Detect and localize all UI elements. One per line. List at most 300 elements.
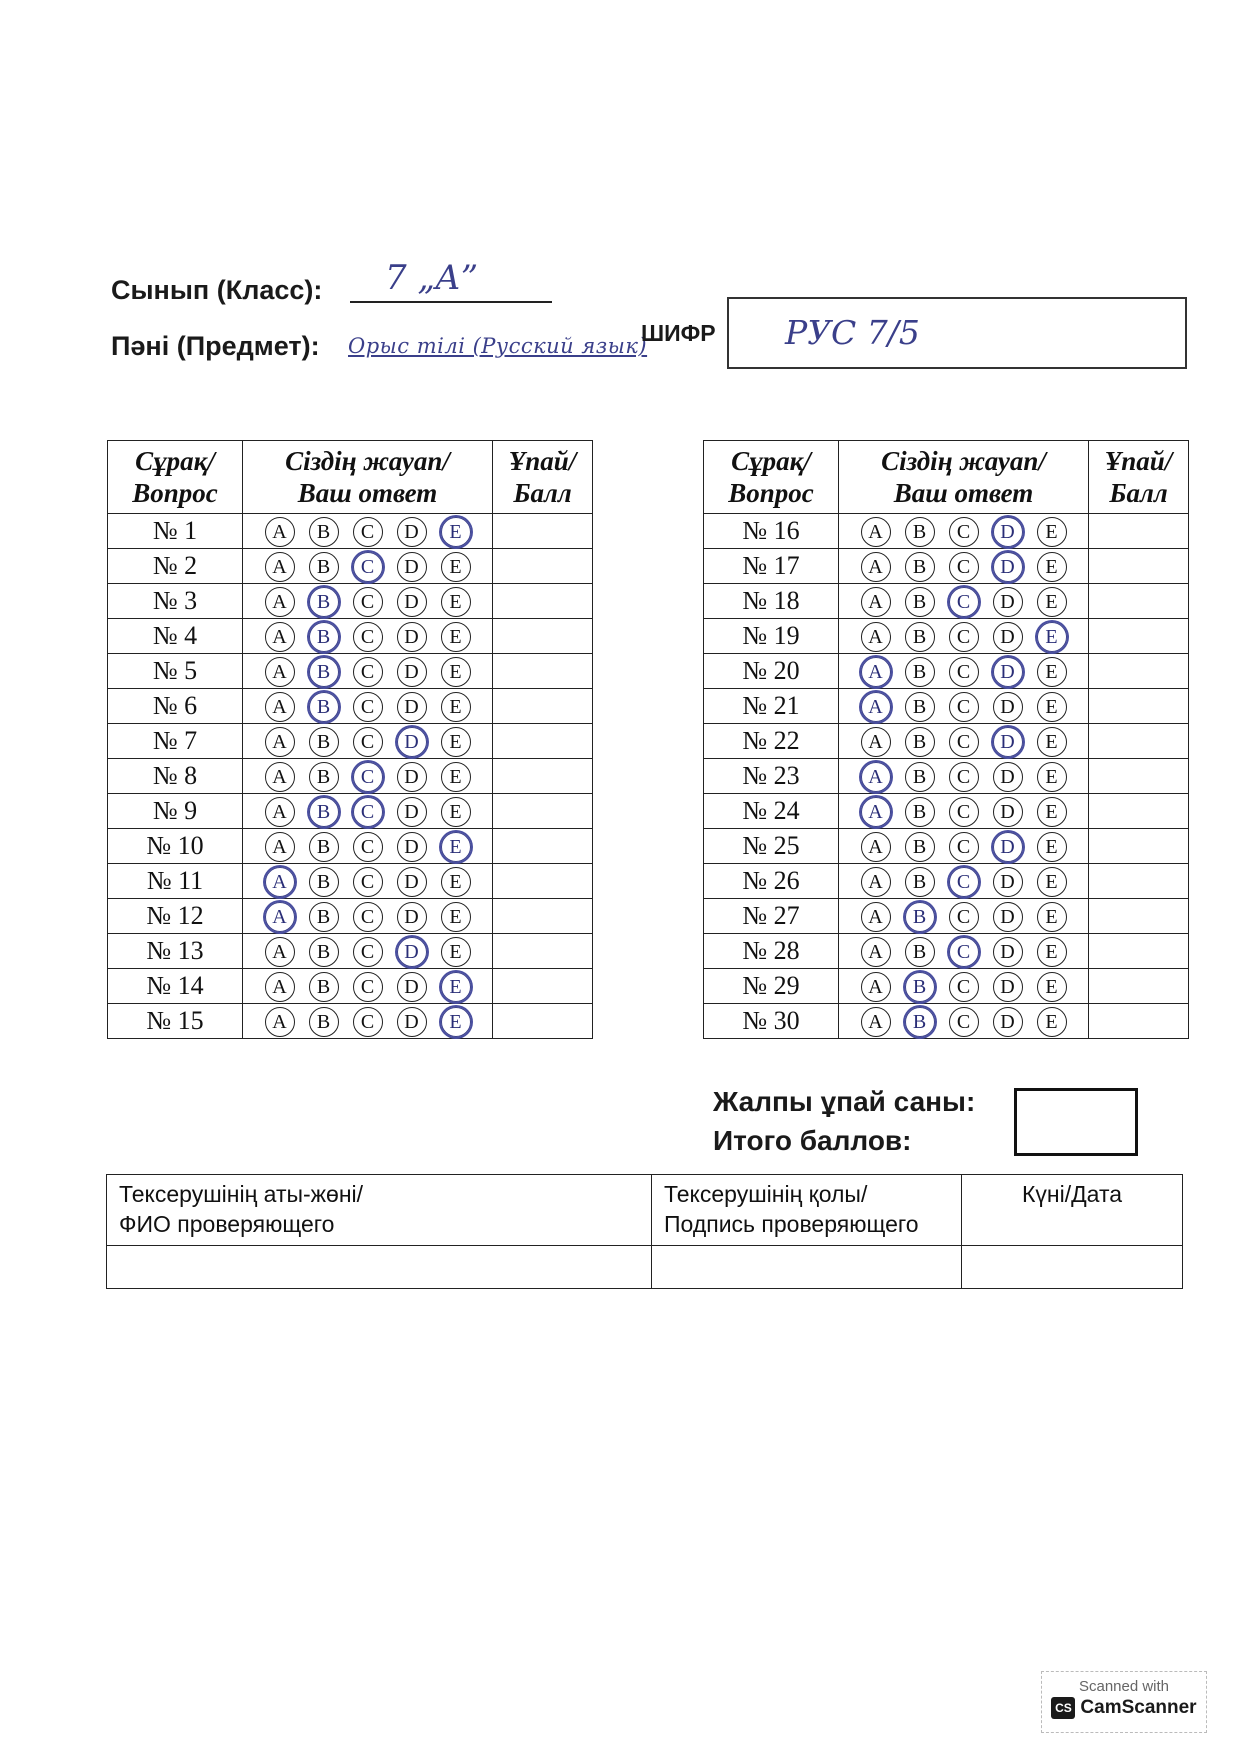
checker-date-field[interactable] [962, 1246, 1183, 1289]
option-bubble-e[interactable]: E [1037, 832, 1067, 862]
option-bubble-d[interactable]: D [397, 1007, 427, 1037]
answer-options [839, 794, 1089, 829]
option-bubble-a[interactable]: A [861, 587, 891, 617]
option-bubble-c[interactable]: C [949, 727, 979, 757]
option-bubble-a[interactable]: A [265, 727, 295, 757]
score-cell[interactable] [493, 934, 593, 969]
checker-table [106, 1174, 1183, 1289]
option-bubble-c[interactable]: C [353, 762, 383, 792]
answer-options [839, 899, 1089, 934]
total-label-kz: Жалпы ұпай саны: [713, 1086, 976, 1117]
score-cell[interactable] [1089, 1004, 1189, 1039]
table-row [704, 794, 1189, 829]
question-number: № 12 [108, 899, 243, 934]
option-bubble-a[interactable]: A [265, 517, 295, 547]
table-row [108, 619, 593, 654]
option-bubble-d[interactable]: D [397, 727, 427, 757]
option-bubble-c[interactable]: C [353, 867, 383, 897]
option-bubble-a[interactable]: A [861, 937, 891, 967]
table-row [108, 549, 593, 584]
option-bubble-d[interactable]: D [397, 622, 427, 652]
score-cell[interactable] [493, 584, 593, 619]
question-number: № 20 [704, 654, 839, 689]
option-bubble-e[interactable]: E [441, 937, 471, 967]
option-bubble-a[interactable]: A [861, 972, 891, 1002]
option-bubble-e[interactable]: E [1037, 867, 1067, 897]
table-row [108, 794, 593, 829]
option-bubble-b[interactable]: B [309, 517, 339, 547]
option-bubble-c[interactable]: C [353, 972, 383, 1002]
option-bubble-e[interactable]: E [1037, 552, 1067, 582]
option-bubble-e[interactable]: E [441, 622, 471, 652]
option-bubble-d[interactable]: D [993, 1007, 1023, 1037]
checker-name-header: Тексерушінің аты-жөні/ ФИО проверяющего [107, 1175, 652, 1246]
question-header: Сұрақ/ Вопрос [108, 441, 243, 514]
option-bubble-d[interactable]: D [397, 692, 427, 722]
option-bubble-b[interactable]: B [309, 797, 339, 827]
option-bubble-e[interactable]: E [1037, 972, 1067, 1002]
option-bubble-c[interactable]: C [353, 797, 383, 827]
option-bubble-b[interactable]: B [905, 1007, 935, 1037]
question-number: № 9 [108, 794, 243, 829]
option-bubble-e[interactable]: E [441, 692, 471, 722]
option-bubble-d[interactable]: D [397, 832, 427, 862]
score-cell[interactable] [493, 759, 593, 794]
question-number: № 7 [108, 724, 243, 759]
score-cell[interactable] [493, 1004, 593, 1039]
option-bubble-e[interactable]: E [1037, 902, 1067, 932]
option-bubble-e[interactable]: E [1037, 692, 1067, 722]
answer-options [243, 689, 493, 724]
class-value: 7 „А” [385, 258, 479, 298]
score-header: Ұпай/ Балл [493, 441, 593, 514]
score-cell[interactable] [493, 549, 593, 584]
answer-header: Сіздің жауап/ Ваш ответ [839, 441, 1089, 514]
answer-options [839, 514, 1089, 549]
question-number: № 13 [108, 934, 243, 969]
question-number: № 30 [704, 1004, 839, 1039]
question-number: № 28 [704, 934, 839, 969]
option-bubble-e[interactable]: E [441, 867, 471, 897]
option-bubble-d[interactable]: D [993, 727, 1023, 757]
option-bubble-b[interactable]: B [905, 552, 935, 582]
table-row [108, 584, 593, 619]
option-bubble-c[interactable]: C [949, 832, 979, 862]
score-cell[interactable] [1089, 969, 1189, 1004]
question-number: № 18 [704, 584, 839, 619]
answer-options [243, 759, 493, 794]
camscanner-watermark [1041, 1671, 1207, 1733]
option-bubble-b[interactable]: B [905, 972, 935, 1002]
option-bubble-d[interactable]: D [397, 657, 427, 687]
answer-options [243, 829, 493, 864]
question-number: № 6 [108, 689, 243, 724]
option-bubble-b[interactable]: B [905, 622, 935, 652]
total-label-ru: Итого баллов: [713, 1125, 912, 1156]
option-bubble-e[interactable]: E [441, 797, 471, 827]
answer-options [839, 724, 1089, 759]
table-row [108, 969, 593, 1004]
option-bubble-b[interactable]: B [905, 867, 935, 897]
score-cell[interactable] [493, 899, 593, 934]
option-bubble-a[interactable]: A [265, 867, 295, 897]
question-number: № 14 [108, 969, 243, 1004]
option-bubble-e[interactable]: E [441, 1007, 471, 1037]
score-cell[interactable] [1089, 619, 1189, 654]
cipher-box [727, 297, 1187, 369]
score-cell[interactable] [493, 794, 593, 829]
option-bubble-d[interactable]: D [397, 867, 427, 897]
option-bubble-d[interactable]: D [397, 762, 427, 792]
score-cell[interactable] [1089, 864, 1189, 899]
option-bubble-e[interactable]: E [1037, 762, 1067, 792]
option-bubble-a[interactable]: A [265, 692, 295, 722]
option-bubble-c[interactable]: C [949, 657, 979, 687]
option-bubble-d[interactable]: D [993, 832, 1023, 862]
subject-label: Пәні (Предмет): [111, 331, 320, 361]
option-bubble-a[interactable]: A [861, 622, 891, 652]
class-underline [350, 301, 552, 303]
answer-options [839, 654, 1089, 689]
checker-signature-header: Тексерушінің қолы/ Подпись проверяющего [652, 1175, 962, 1246]
option-bubble-c[interactable]: C [353, 622, 383, 652]
score-cell[interactable] [1089, 549, 1189, 584]
option-bubble-b[interactable]: B [309, 587, 339, 617]
option-bubble-d[interactable]: D [993, 587, 1023, 617]
scanned-with-text: Scanned with [1078, 1678, 1170, 1695]
question-number: № 22 [704, 724, 839, 759]
question-number: № 16 [704, 514, 839, 549]
option-bubble-c[interactable]: C [949, 692, 979, 722]
answer-options [839, 934, 1089, 969]
table-row [704, 689, 1189, 724]
option-bubble-d[interactable]: D [993, 867, 1023, 897]
option-bubble-b[interactable]: B [905, 832, 935, 862]
option-bubble-e[interactable]: E [441, 587, 471, 617]
option-bubble-c[interactable]: C [949, 552, 979, 582]
answer-options [243, 514, 493, 549]
answer-options [243, 794, 493, 829]
table-row [108, 934, 593, 969]
option-bubble-b[interactable]: B [309, 867, 339, 897]
table-row [704, 619, 1189, 654]
option-bubble-a[interactable]: A [265, 797, 295, 827]
option-bubble-a[interactable]: A [861, 867, 891, 897]
checker-signature-field[interactable] [652, 1246, 962, 1289]
table-row [108, 724, 593, 759]
option-bubble-d[interactable]: D [397, 937, 427, 967]
answer-options [243, 549, 493, 584]
score-cell[interactable] [1089, 759, 1189, 794]
score-cell[interactable] [493, 619, 593, 654]
option-bubble-b[interactable]: B [309, 832, 339, 862]
option-bubble-b[interactable]: B [309, 692, 339, 722]
option-bubble-a[interactable]: A [265, 622, 295, 652]
option-bubble-e[interactable]: E [1037, 1007, 1067, 1037]
question-number: № 5 [108, 654, 243, 689]
answer-options [243, 899, 493, 934]
option-bubble-c[interactable]: C [353, 552, 383, 582]
option-bubble-c[interactable]: C [949, 937, 979, 967]
option-bubble-b[interactable]: B [905, 762, 935, 792]
score-cell[interactable] [1089, 934, 1189, 969]
table-row [108, 1004, 593, 1039]
option-bubble-a[interactable]: A [861, 727, 891, 757]
option-bubble-e[interactable]: E [1037, 622, 1067, 652]
score-cell[interactable] [1089, 654, 1189, 689]
option-bubble-b[interactable]: B [309, 972, 339, 1002]
score-cell[interactable] [1089, 899, 1189, 934]
table-row [704, 759, 1189, 794]
score-cell[interactable] [493, 829, 593, 864]
option-bubble-a[interactable]: A [861, 797, 891, 827]
answer-options [243, 864, 493, 899]
option-bubble-a[interactable]: A [861, 552, 891, 582]
table-row [704, 514, 1189, 549]
option-bubble-b[interactable]: B [905, 937, 935, 967]
option-bubble-b[interactable]: B [309, 902, 339, 932]
question-number: № 2 [108, 549, 243, 584]
cipher-label: ШИФР [641, 320, 716, 346]
question-header: Сұрақ/ Вопрос [704, 441, 839, 514]
score-cell[interactable] [493, 654, 593, 689]
option-bubble-d[interactable]: D [993, 937, 1023, 967]
question-number: № 4 [108, 619, 243, 654]
option-bubble-e[interactable]: E [441, 517, 471, 547]
question-number: № 29 [704, 969, 839, 1004]
option-bubble-b[interactable]: B [309, 657, 339, 687]
question-number: № 26 [704, 864, 839, 899]
answer-options [839, 829, 1089, 864]
option-bubble-a[interactable]: A [861, 902, 891, 932]
option-bubble-c[interactable]: C [949, 867, 979, 897]
table-row [704, 724, 1189, 759]
option-bubble-d[interactable]: D [397, 972, 427, 1002]
score-cell[interactable] [493, 514, 593, 549]
option-bubble-e[interactable]: E [441, 972, 471, 1002]
answer-options [839, 584, 1089, 619]
option-bubble-d[interactable]: D [397, 552, 427, 582]
question-number: № 15 [108, 1004, 243, 1039]
option-bubble-b[interactable]: B [309, 622, 339, 652]
option-bubble-e[interactable]: E [1037, 517, 1067, 547]
score-cell[interactable] [493, 969, 593, 1004]
option-bubble-d[interactable]: D [993, 552, 1023, 582]
answer-options [243, 1004, 493, 1039]
score-cell[interactable] [1089, 724, 1189, 759]
answer-header: Сіздің жауап/ Ваш ответ [243, 441, 493, 514]
option-bubble-d[interactable]: D [397, 902, 427, 932]
question-number: № 27 [704, 899, 839, 934]
question-number: № 8 [108, 759, 243, 794]
option-bubble-e[interactable]: E [441, 902, 471, 932]
option-bubble-a[interactable]: A [861, 1007, 891, 1037]
answer-options [839, 759, 1089, 794]
score-cell[interactable] [1089, 829, 1189, 864]
score-cell[interactable] [493, 864, 593, 899]
question-number: № 23 [704, 759, 839, 794]
option-bubble-c[interactable]: C [353, 692, 383, 722]
answer-table-right [703, 440, 1189, 1039]
option-bubble-e[interactable]: E [441, 832, 471, 862]
option-bubble-d[interactable]: D [397, 797, 427, 827]
option-bubble-c[interactable]: C [353, 587, 383, 617]
option-bubble-c[interactable]: C [353, 902, 383, 932]
option-bubble-b[interactable]: B [905, 587, 935, 617]
option-bubble-c[interactable]: C [353, 937, 383, 967]
question-number: № 25 [704, 829, 839, 864]
table-row [108, 759, 593, 794]
option-bubble-d[interactable]: D [397, 517, 427, 547]
option-bubble-c[interactable]: C [949, 762, 979, 792]
option-bubble-b[interactable]: B [905, 797, 935, 827]
table-row [108, 689, 593, 724]
option-bubble-a[interactable]: A [265, 902, 295, 932]
table-row [704, 829, 1189, 864]
option-bubble-a[interactable]: A [861, 657, 891, 687]
question-number: № 3 [108, 584, 243, 619]
option-bubble-a[interactable]: A [265, 657, 295, 687]
option-bubble-b[interactable]: B [309, 727, 339, 757]
table-row [108, 654, 593, 689]
option-bubble-e[interactable]: E [441, 657, 471, 687]
question-number: № 1 [108, 514, 243, 549]
option-bubble-b[interactable]: B [309, 762, 339, 792]
checker-name-field[interactable] [107, 1246, 652, 1289]
table-row [108, 899, 593, 934]
option-bubble-b[interactable]: B [905, 902, 935, 932]
answer-table-left [107, 440, 593, 1039]
option-bubble-c[interactable]: C [353, 1007, 383, 1037]
option-bubble-d[interactable]: D [993, 517, 1023, 547]
question-number: № 19 [704, 619, 839, 654]
score-header: Ұпай/ Балл [1089, 441, 1189, 514]
table-row [704, 584, 1189, 619]
option-bubble-c[interactable]: C [949, 902, 979, 932]
score-cell[interactable] [1089, 689, 1189, 724]
answer-options [839, 864, 1089, 899]
option-bubble-e[interactable]: E [1037, 937, 1067, 967]
table-row [704, 969, 1189, 1004]
answer-options [243, 619, 493, 654]
total-score-box[interactable] [1014, 1088, 1138, 1156]
option-bubble-d[interactable]: D [993, 972, 1023, 1002]
answer-options [243, 934, 493, 969]
option-bubble-a[interactable]: A [861, 692, 891, 722]
answer-options [243, 969, 493, 1004]
option-bubble-c[interactable]: C [949, 517, 979, 547]
option-bubble-a[interactable]: A [265, 762, 295, 792]
option-bubble-c[interactable]: C [353, 727, 383, 757]
answer-options [839, 1004, 1089, 1039]
option-bubble-c[interactable]: C [949, 622, 979, 652]
answer-options [839, 549, 1089, 584]
answer-options [243, 584, 493, 619]
option-bubble-a[interactable]: A [861, 517, 891, 547]
option-bubble-a[interactable]: A [265, 972, 295, 1002]
answer-options [839, 619, 1089, 654]
table-row [108, 514, 593, 549]
option-bubble-e[interactable]: E [1037, 727, 1067, 757]
option-bubble-a[interactable]: A [265, 1007, 295, 1037]
question-number: № 17 [704, 549, 839, 584]
answer-options [839, 689, 1089, 724]
answer-options [243, 654, 493, 689]
subject-value: Орыс тілі (Русский язык) [348, 334, 648, 358]
table-row [704, 1004, 1189, 1039]
option-bubble-a[interactable]: A [265, 587, 295, 617]
option-bubble-d[interactable]: D [993, 762, 1023, 792]
table-row [704, 899, 1189, 934]
option-bubble-c[interactable]: C [949, 972, 979, 1002]
table-row [704, 654, 1189, 689]
cipher-value: РУС 7/5 [785, 313, 920, 352]
score-cell[interactable] [1089, 584, 1189, 619]
option-bubble-a[interactable]: A [265, 832, 295, 862]
table-row [108, 829, 593, 864]
option-bubble-d[interactable]: D [397, 587, 427, 617]
table-row [704, 549, 1189, 584]
question-number: № 24 [704, 794, 839, 829]
option-bubble-c[interactable]: C [353, 657, 383, 687]
option-bubble-b[interactable]: B [309, 552, 339, 582]
question-number: № 10 [108, 829, 243, 864]
option-bubble-c[interactable]: C [353, 832, 383, 862]
score-cell[interactable] [493, 689, 593, 724]
option-bubble-b[interactable]: B [905, 727, 935, 757]
option-bubble-a[interactable]: A [265, 937, 295, 967]
option-bubble-b[interactable]: B [905, 692, 935, 722]
score-cell[interactable] [1089, 794, 1189, 829]
question-number: № 11 [108, 864, 243, 899]
option-bubble-e[interactable]: E [1037, 587, 1067, 617]
score-cell[interactable] [1089, 514, 1189, 549]
option-bubble-d[interactable]: D [993, 692, 1023, 722]
table-row [704, 934, 1189, 969]
table-row [108, 864, 593, 899]
question-number: № 21 [704, 689, 839, 724]
option-bubble-b[interactable]: B [905, 517, 935, 547]
option-bubble-b[interactable]: B [309, 937, 339, 967]
option-bubble-d[interactable]: D [993, 622, 1023, 652]
table-row [704, 864, 1189, 899]
option-bubble-d[interactable]: D [993, 797, 1023, 827]
option-bubble-e[interactable]: E [441, 552, 471, 582]
option-bubble-e[interactable]: E [441, 727, 471, 757]
option-bubble-a[interactable]: A [861, 762, 891, 792]
camscanner-logo-icon: CS [1051, 1697, 1075, 1719]
option-bubble-c[interactable]: C [949, 587, 979, 617]
option-bubble-e[interactable]: E [1037, 797, 1067, 827]
option-bubble-d[interactable]: D [993, 902, 1023, 932]
option-bubble-c[interactable]: C [949, 1007, 979, 1037]
camscanner-brand: CamScanner [1080, 1697, 1197, 1718]
option-bubble-b[interactable]: B [905, 657, 935, 687]
option-bubble-e[interactable]: E [441, 762, 471, 792]
answer-options [243, 724, 493, 759]
option-bubble-c[interactable]: C [949, 797, 979, 827]
option-bubble-a[interactable]: A [265, 552, 295, 582]
answer-options [839, 969, 1089, 1004]
option-bubble-a[interactable]: A [861, 832, 891, 862]
option-bubble-d[interactable]: D [993, 657, 1023, 687]
option-bubble-b[interactable]: B [309, 1007, 339, 1037]
option-bubble-c[interactable]: C [353, 517, 383, 547]
score-cell[interactable] [493, 724, 593, 759]
option-bubble-e[interactable]: E [1037, 657, 1067, 687]
class-label: Сынып (Класс): [111, 275, 323, 305]
checker-date-header: Күні/Дата [962, 1175, 1183, 1246]
